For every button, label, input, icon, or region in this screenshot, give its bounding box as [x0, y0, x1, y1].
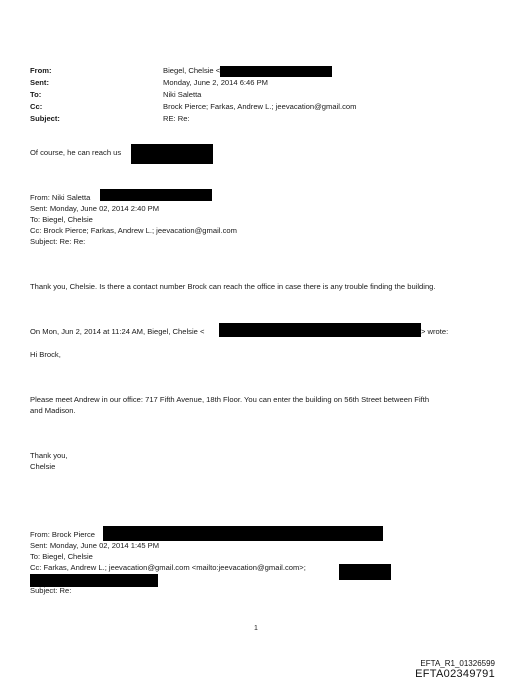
quote2-cc: Cc: Farkas, Andrew L.; jeevacation@gmail.com <mailto:jeevacation@gmail.com>;	[30, 563, 306, 572]
page-number: 1	[254, 625, 258, 632]
from-value: Biegel, Chelsie <	[163, 66, 221, 75]
redaction-box	[131, 144, 213, 164]
quote2-from: From: Brock Pierce	[30, 530, 95, 539]
redaction-box	[219, 323, 421, 337]
quote1-sent: Sent: Monday, June 02, 2014 2:40 PM	[30, 204, 160, 213]
bates-number-small: EFTA_R1_01326599	[420, 659, 495, 668]
redaction-box	[103, 526, 383, 541]
redaction-box	[339, 564, 391, 580]
on-mon-prefix: On Mon, Jun 2, 2014 at 11:24 AM, Biegel, Chelsie <	[30, 327, 205, 336]
quote1-cc: Cc: Brock Pierce; Farkas, Andrew L.; jeevacation@gmail.com	[30, 226, 237, 235]
on-mon-suffix: > wrote:	[421, 327, 449, 336]
reply-line: Of course, he can reach us	[30, 148, 122, 157]
greeting: Hi Brock,	[30, 350, 61, 359]
to-label: To:	[30, 90, 42, 99]
quote1-from: From: Niki Saletta	[30, 193, 91, 202]
meet-line-2: and Madison.	[30, 406, 76, 415]
cc-value: Brock Pierce; Farkas, Andrew L.; jeevacation@gmail.com	[163, 102, 357, 111]
from-label: From:	[30, 66, 52, 75]
thanks-paragraph: Thank you, Chelsie. Is there a contact number Brock can reach the office in case there is any trouble finding the building.	[30, 282, 436, 291]
signoff-line-1: Thank you,	[30, 451, 68, 460]
sent-value: Monday, June 2, 2014 6:46 PM	[163, 78, 268, 87]
cc-label: Cc:	[30, 102, 43, 111]
redaction-box	[220, 66, 332, 77]
subject-value: RE: Re:	[163, 114, 190, 123]
quote2-to: To: Biegel, Chelsie	[30, 552, 93, 561]
quote2-sent: Sent: Monday, June 02, 2014 1:45 PM	[30, 541, 160, 550]
quote1-to: To: Biegel, Chelsie	[30, 215, 93, 224]
sent-label: Sent:	[30, 78, 49, 87]
meet-line-1: Please meet Andrew in our office: 717 Fifth Avenue, 18th Floor. You can enter the building on 56th Street between Fifth	[30, 395, 430, 404]
subject-label: Subject:	[30, 114, 60, 123]
bates-number-large: EFTA02349791	[415, 668, 495, 680]
quote2-subject: Subject: Re:	[30, 586, 72, 595]
redaction-box	[100, 189, 212, 201]
signoff-line-2: Chelsie	[30, 462, 56, 471]
to-value: Niki Saletta	[163, 90, 202, 99]
quote1-subject: Subject: Re: Re:	[30, 237, 86, 246]
